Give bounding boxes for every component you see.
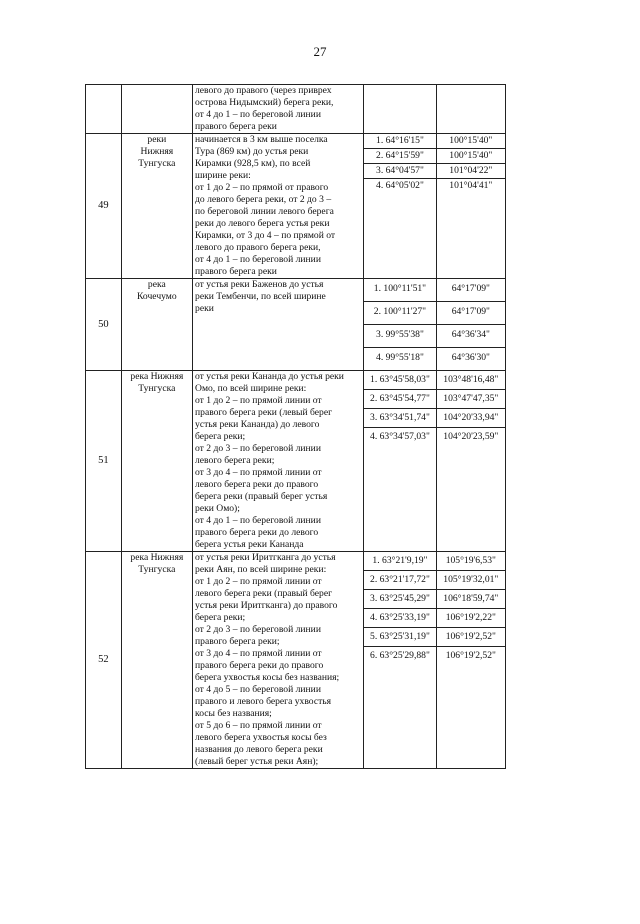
- boundary-description: [193, 85, 364, 134]
- coordinate-value: 104°20'33,94": [437, 409, 505, 428]
- description-line: реки Омо);: [195, 503, 240, 514]
- description-line: правого берега реки: [195, 121, 277, 132]
- description-line: от 5 до 6 – по прямой линии от: [195, 720, 322, 731]
- coordinate-value: 104°20'23,59": [443, 431, 499, 442]
- coordinate-value: 2. 100°11'27": [364, 302, 435, 325]
- boundaries-table: [85, 84, 506, 769]
- description-line: правого берега реки до правого: [195, 660, 324, 671]
- description-line: от 1 до 2 – по прямой от правого: [195, 182, 329, 193]
- row-number: 52: [86, 552, 122, 769]
- latitude-cell: [364, 134, 436, 279]
- river-name: [121, 85, 192, 134]
- coordinate-value: 105°19'32,01": [437, 571, 505, 590]
- coordinate-value: 4. 63°25'33,19": [364, 609, 435, 628]
- longitude-cell: [436, 552, 505, 769]
- coordinate-value: 106°19'2,52": [437, 628, 505, 647]
- description-line: левого берега ухвостья косы без: [195, 732, 327, 743]
- description-line: косы без названия;: [195, 708, 272, 719]
- description-line: левого до правого берега реки,: [195, 242, 321, 253]
- river-name: [121, 279, 192, 371]
- latitude-cell: [364, 552, 436, 769]
- river-name-line: река: [147, 279, 166, 290]
- description-line: от 2 до 3 – по береговой линии: [195, 443, 321, 454]
- coordinate-value: 105°19'6,53": [437, 552, 505, 571]
- description-line: левого до правого (через приврех: [195, 85, 332, 96]
- coordinate-value: 101°04'41": [449, 180, 493, 191]
- coordinate-value: 106°19'2,52": [445, 650, 496, 661]
- river-name: [121, 552, 192, 769]
- coordinate-value: 6. 63°25'29,88": [370, 650, 430, 661]
- coordinate-value: 100°15'40": [437, 149, 505, 164]
- table-row: [86, 552, 506, 769]
- description-line: правого берега реки до левого: [195, 527, 319, 538]
- coordinate-value: 103°47'47,35": [437, 390, 505, 409]
- coordinate-value: 64°36'34": [437, 325, 505, 348]
- longitude-cell: [436, 85, 505, 134]
- coordinate-value: 4. 64°05'02": [376, 180, 424, 191]
- boundary-description: [193, 552, 364, 769]
- description-line: от 4 до 5 – по береговой линии: [195, 684, 321, 695]
- description-line: до левого берега реки, от 2 до 3 –: [195, 194, 332, 205]
- description-line: левого берега реки;: [195, 455, 275, 466]
- description-line: от устья реки Баженов до устья: [195, 279, 324, 290]
- coordinate-value: 3. 64°04'57": [364, 164, 435, 179]
- longitude-cell: [436, 371, 505, 552]
- coordinate-value: 1. 100°11'51": [364, 279, 435, 302]
- boundary-description: [193, 371, 364, 552]
- description-line: берега ухвостья косы без названия;: [195, 672, 340, 683]
- description-line: левого берега реки до правого: [195, 479, 319, 490]
- description-line: реки Тембенчи, по всей ширине: [195, 291, 326, 302]
- description-line: правого берега реки (левый берег: [195, 407, 333, 418]
- table-row: [86, 279, 506, 371]
- description-line: левого берега реки (правый берег: [195, 588, 333, 599]
- coordinate-value: 3. 99°55'38": [364, 325, 435, 348]
- description-line: устья реки Кананда) до левого: [195, 419, 320, 430]
- coordinate-value: 103°48'16,48": [437, 371, 505, 390]
- coordinate-value: 64°17'09": [437, 279, 505, 302]
- row-number: 50: [86, 279, 122, 371]
- table-row: [86, 371, 506, 552]
- coordinate-value: 100°15'40": [437, 134, 505, 149]
- coordinate-value: 101°04'22": [437, 164, 505, 179]
- river-name-line: Нижняя: [140, 146, 174, 157]
- river-name: [121, 371, 192, 552]
- description-line: реки: [195, 303, 214, 314]
- coordinate-value: 64°36'30": [451, 352, 490, 363]
- row-number: [86, 85, 122, 134]
- description-line: от 2 до 3 – по береговой линии: [195, 624, 321, 635]
- description-line: Тура (869 км) до устья реки: [195, 146, 309, 157]
- coordinate-value: 106°19'2,22": [437, 609, 505, 628]
- latitude-cell: [364, 279, 436, 371]
- description-line: реки до левого берега устья реки: [195, 218, 330, 229]
- row-number: 49: [86, 134, 122, 279]
- boundary-description: [193, 134, 364, 279]
- river-name-line: Тунгуска: [138, 158, 176, 169]
- description-line: берега реки (правый берег устья: [195, 491, 328, 502]
- description-line: названия до левого берега реки: [195, 744, 323, 755]
- river-name-line: река Нижняя: [130, 371, 184, 382]
- description-line: берега реки;: [195, 612, 246, 623]
- description-line: берега реки;: [195, 431, 246, 442]
- river-name-line: Тунгуска: [138, 564, 176, 575]
- description-line: от 1 до 2 – по прямой линии от: [195, 576, 322, 587]
- longitude-cell: [436, 279, 505, 371]
- coordinate-value: 4. 99°55'18": [376, 352, 424, 363]
- row-number: 51: [86, 371, 122, 552]
- coordinate-value: 1. 63°21'9,19": [364, 552, 435, 571]
- coordinate-value: 106°18'59,74": [437, 590, 505, 609]
- description-line: Омо, по всей ширине реки:: [195, 383, 307, 394]
- latitude-cell: [364, 371, 436, 552]
- description-line: от 4 до 1 – по береговой линии: [195, 515, 321, 526]
- coordinate-value: 1. 64°16'15": [364, 134, 435, 149]
- description-line: устья реки Иритгканга) до правого: [195, 600, 338, 611]
- coordinate-value: 3. 63°25'45,29": [364, 590, 435, 609]
- description-line: реки Аян, по всей ширине реки:: [195, 564, 327, 575]
- description-line: Кирамки (928,5 км), по всей: [195, 158, 311, 169]
- coordinate-value: 4. 63°34'57,03": [370, 431, 430, 442]
- description-line: Кирамки, от 3 до 4 – по прямой от: [195, 230, 336, 241]
- description-line: правого и левого берега ухвостья: [195, 696, 332, 707]
- description-line: от устья реки Иритгканга до устья: [195, 552, 336, 563]
- river-name: [121, 134, 192, 279]
- boundary-description: [193, 279, 364, 371]
- river-name-line: река Нижняя: [130, 552, 184, 563]
- description-line: от 3 до 4 – по прямой линии от: [195, 467, 322, 478]
- coordinate-value: 1. 63°45'58,03": [364, 371, 435, 390]
- coordinate-value: 3. 63°34'51,74": [364, 409, 435, 428]
- coordinate-value: 64°17'09": [437, 302, 505, 325]
- coordinate-value: 5. 63°25'31,19": [364, 628, 435, 647]
- description-line: от 4 до 1 – по береговой линии: [195, 109, 321, 120]
- table-row: [86, 134, 506, 279]
- description-line: от 4 до 1 – по береговой линии: [195, 254, 321, 265]
- description-line: берега устья реки Кананда: [195, 539, 304, 550]
- description-line: начинается в 3 км выше поселка: [195, 134, 328, 145]
- description-line: правого берега реки;: [195, 636, 280, 647]
- coordinate-value: 2. 63°45'54,77": [364, 390, 435, 409]
- description-line: острова Нидымский) берега реки,: [195, 97, 334, 108]
- description-line: (левый берег устья реки Аян);: [195, 756, 319, 767]
- table-row: [86, 85, 506, 134]
- page-number: 27: [313, 44, 327, 59]
- coordinate-value: 2. 63°21'17,72": [364, 571, 435, 590]
- longitude-cell: [436, 134, 505, 279]
- description-line: от 1 до 2 – по прямой линии от: [195, 395, 322, 406]
- coordinate-value: 2. 64°15'59": [364, 149, 435, 164]
- description-line: от устья реки Кананда до устья реки: [195, 371, 344, 382]
- river-name-line: Тунгуска: [138, 383, 176, 394]
- description-line: ширине реки:: [195, 170, 251, 181]
- river-name-line: Кочечумо: [137, 291, 177, 302]
- latitude-cell: [364, 85, 436, 134]
- description-line: правого берега реки: [195, 266, 277, 277]
- river-name-line: реки: [147, 134, 167, 145]
- description-line: от 3 до 4 – по прямой линии от: [195, 648, 322, 659]
- description-line: по береговой линии левого берега: [195, 206, 334, 217]
